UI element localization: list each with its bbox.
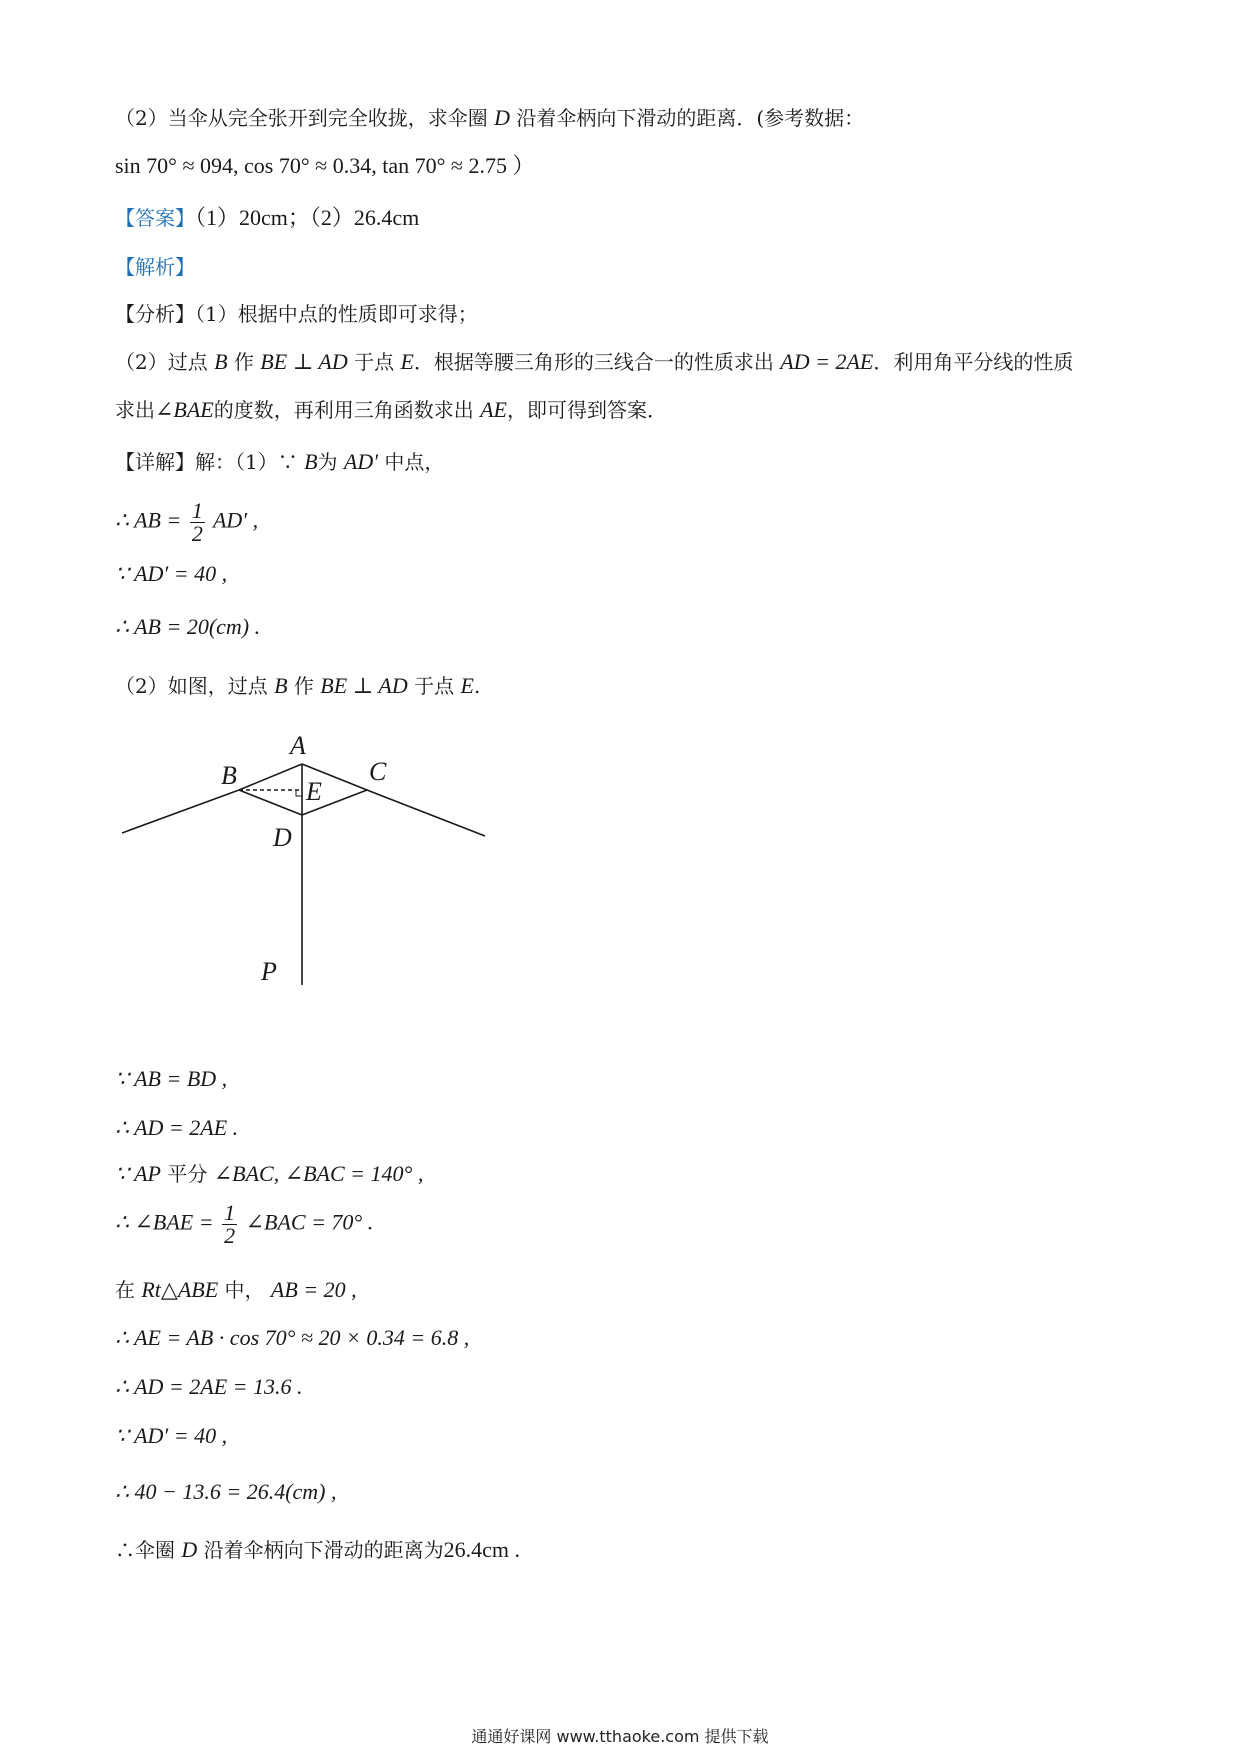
step-t9: ∴ 40 − 13.6 = 26.4(cm) , bbox=[115, 1479, 337, 1504]
segment-BA bbox=[239, 764, 302, 790]
q2-prompt-line bbox=[115, 104, 864, 132]
umbrella-rib-right bbox=[367, 790, 485, 836]
math: ∠BAC = 70° . bbox=[245, 1209, 374, 1235]
text: 于点 bbox=[414, 674, 455, 698]
label-B: B bbox=[221, 761, 237, 790]
fenxi-line-1 bbox=[115, 300, 478, 328]
step-t6: ∴ AE = AB · cos 70° ≈ 20 × 0.34 = 6.8 , bbox=[115, 1325, 470, 1350]
q2-prompt-tail: 沿着伞柄向下滑动的距离．(参考数据： bbox=[516, 106, 865, 130]
label-C: C bbox=[369, 757, 387, 786]
numerator: 1 bbox=[224, 1200, 236, 1225]
math: B bbox=[304, 449, 318, 474]
step-t7: ∴ AD = 2AE = 13.6 . bbox=[115, 1374, 303, 1399]
fraction bbox=[222, 1202, 237, 1247]
answer-label: 【答案】 bbox=[115, 206, 195, 230]
text: 的度数，再利用三角函数求出 bbox=[213, 398, 474, 422]
detail-label: 【详解】 bbox=[115, 450, 195, 474]
right-angle-mark bbox=[296, 790, 302, 796]
text: 平分 bbox=[167, 1162, 208, 1186]
fraction bbox=[190, 500, 205, 545]
math: Rt△ABE bbox=[141, 1277, 219, 1302]
step-t4 bbox=[115, 1202, 373, 1247]
denominator: 2 bbox=[191, 521, 203, 546]
step-2: ∵ AD′ = 40 , bbox=[115, 561, 228, 586]
step-3: ∴ AB = 20(cm) . bbox=[115, 614, 261, 639]
fenxi-label: 【分析】 bbox=[115, 302, 195, 326]
q2-figure-intro bbox=[115, 672, 480, 700]
text: ．根据等腰三角形的三线合一的性质求出 bbox=[413, 350, 774, 374]
math: ∠BAE bbox=[155, 397, 214, 422]
math: AE bbox=[480, 397, 507, 422]
step-1 bbox=[115, 500, 258, 545]
answer-text: （1）20cm；（2）26.4cm bbox=[195, 205, 420, 230]
label-P: P bbox=[261, 957, 277, 986]
text: （2）过点 bbox=[115, 350, 208, 374]
page-footer: 通通好课网 www.tthaoke.com 提供下载 bbox=[471, 1727, 769, 1746]
text: ，即可得到答案． bbox=[507, 398, 667, 422]
fenxi-line-3 bbox=[115, 396, 667, 424]
fenxi-text-1: （1）根据中点的性质即可求得； bbox=[195, 302, 478, 326]
text: 解：（1）∵ bbox=[195, 450, 298, 474]
q2-prompt-var: D bbox=[494, 105, 510, 130]
math: AB = 20 , bbox=[270, 1277, 357, 1302]
step-t3 bbox=[115, 1160, 423, 1188]
analysis-label: 【解析】 bbox=[115, 255, 195, 279]
step-t5 bbox=[115, 1276, 357, 1304]
label-E: E bbox=[306, 777, 322, 806]
math: AD = 2AE bbox=[780, 349, 874, 374]
label-D: D bbox=[273, 823, 292, 852]
answer-line bbox=[115, 204, 419, 232]
denominator: 2 bbox=[224, 1223, 236, 1248]
math: BE ⊥ AD bbox=[320, 673, 408, 698]
text: . bbox=[473, 674, 481, 698]
umbrella-diagram bbox=[115, 720, 515, 1000]
math: ∴ AB = bbox=[115, 507, 182, 533]
math: 26.4cm . bbox=[443, 1537, 520, 1562]
numerator: 1 bbox=[191, 498, 203, 523]
text: 为 bbox=[317, 450, 338, 474]
math: ∵ AP bbox=[115, 1161, 161, 1186]
step-t8: ∵ AD′ = 40 , bbox=[115, 1423, 228, 1448]
label-A: A bbox=[290, 731, 306, 760]
text: 沿着伞柄向下滑动的距离为 bbox=[203, 1538, 444, 1562]
step-t2: ∴ AD = 2AE . bbox=[115, 1115, 239, 1140]
text: ∴伞圈 bbox=[115, 1538, 175, 1562]
step-t10 bbox=[115, 1536, 520, 1564]
text: 中点， bbox=[384, 450, 445, 474]
math: ∴ ∠BAE = bbox=[115, 1209, 214, 1235]
math: AD′ bbox=[343, 449, 379, 474]
text: 作 bbox=[293, 674, 314, 698]
text: 中， bbox=[224, 1278, 265, 1302]
math: E bbox=[460, 673, 474, 698]
step-t1: ∵ AB = BD , bbox=[115, 1066, 228, 1091]
math: AD′ , bbox=[212, 507, 259, 533]
text: 在 bbox=[115, 1278, 135, 1302]
math: ∠BAC, ∠BAC = 140° , bbox=[213, 1161, 424, 1186]
math: E bbox=[400, 349, 414, 374]
text: 求出 bbox=[115, 398, 155, 422]
umbrella-rib-left bbox=[122, 790, 239, 833]
text: （2）如图，过点 bbox=[115, 674, 268, 698]
fenxi-line-2 bbox=[115, 348, 1073, 376]
math: D bbox=[181, 1537, 198, 1562]
text: ．利用角平分线的性质 bbox=[873, 350, 1074, 374]
reference-data: sin 70° ≈ 094, cos 70° ≈ 0.34, tan 70° ≈ 2.75 ） bbox=[115, 153, 535, 178]
detail-line bbox=[115, 448, 444, 476]
math: B bbox=[274, 673, 288, 698]
math: BE ⊥ AD bbox=[260, 349, 348, 374]
text: 作 bbox=[233, 350, 254, 374]
math: B bbox=[214, 349, 228, 374]
q2-prompt-text: （2）当伞从完全张开到完全收拢，求伞圈 bbox=[115, 106, 488, 130]
segment-BD bbox=[239, 790, 302, 815]
text: 于点 bbox=[354, 350, 395, 374]
